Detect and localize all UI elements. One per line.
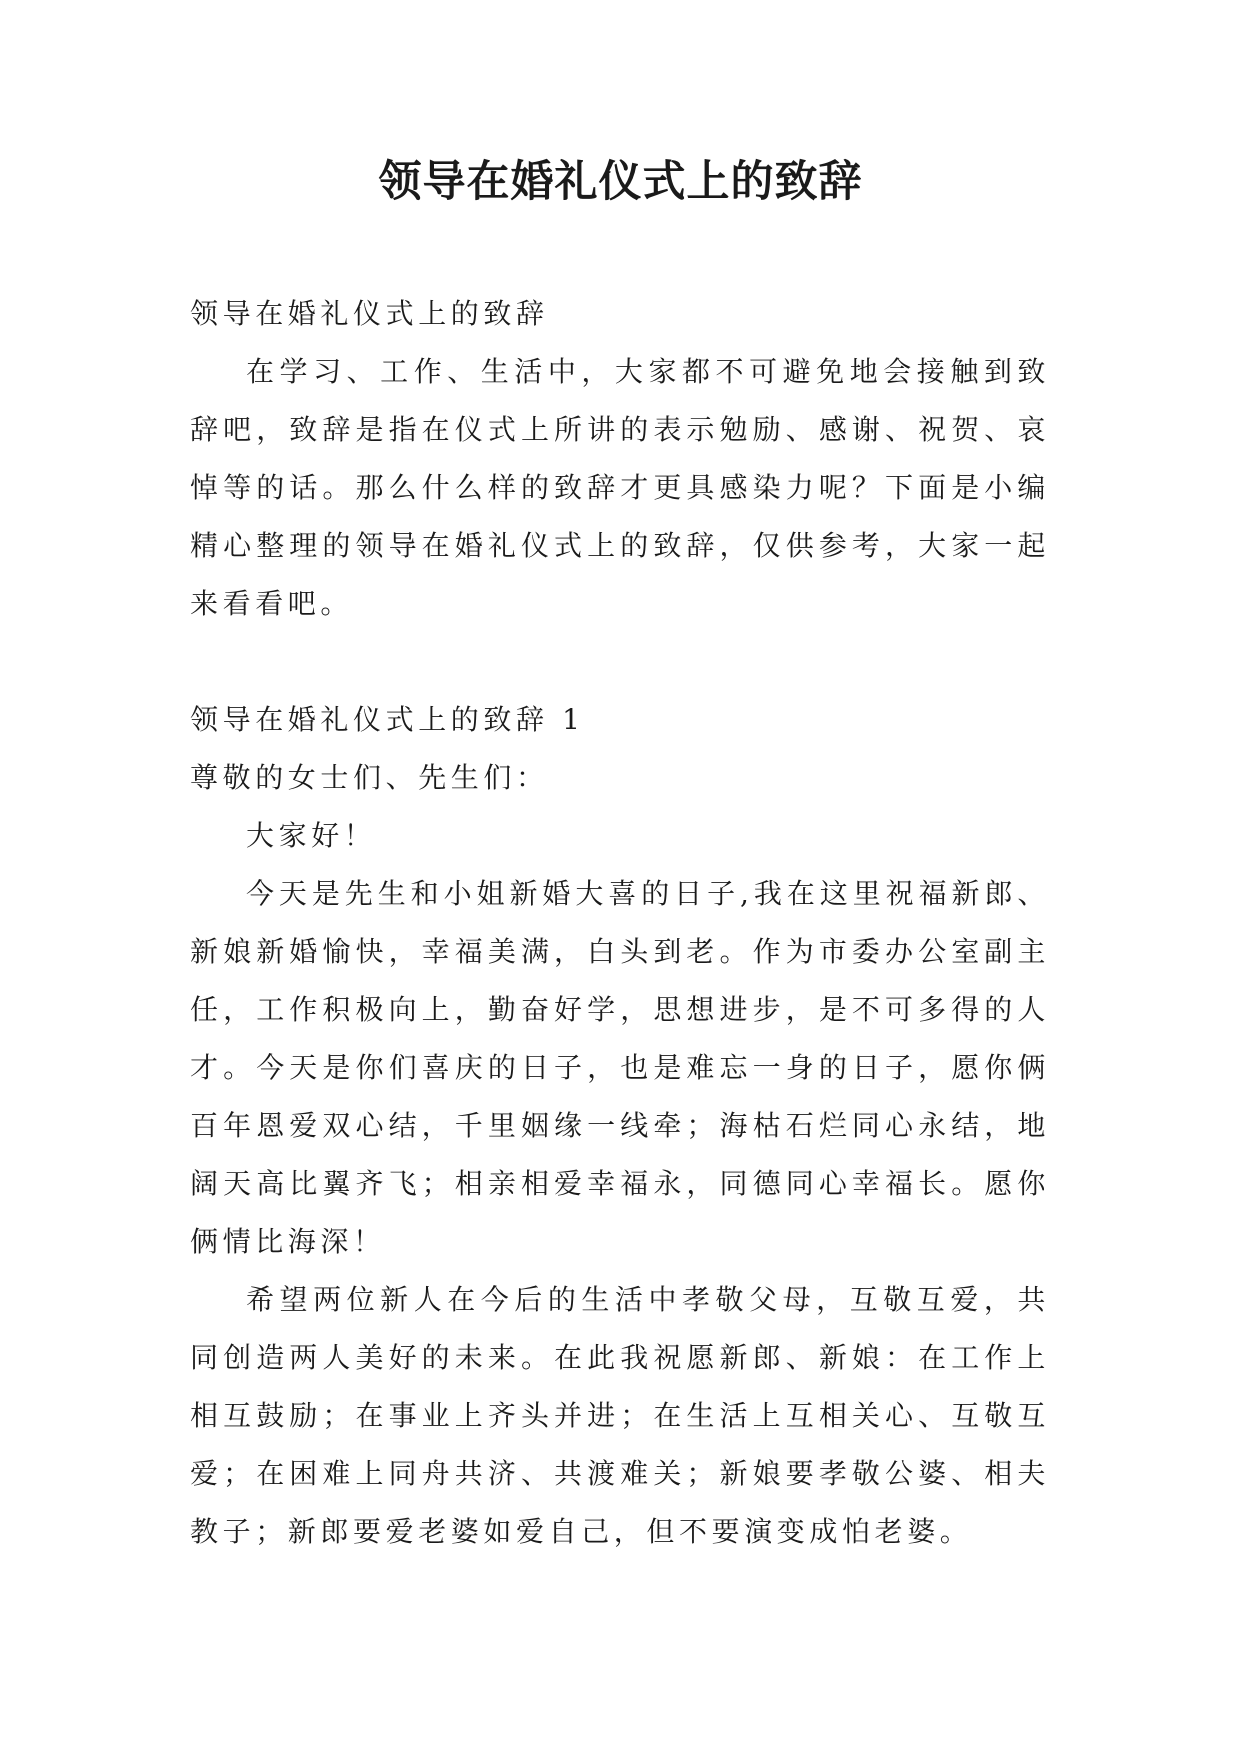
intro-heading: 领导在婚礼仪式上的致辞 [190, 297, 549, 330]
salutation: 尊敬的女士们、先生们： [190, 761, 549, 794]
document-title: 领导在婚礼仪式上的致辞 [378, 157, 863, 207]
speech-paragraph-1: 今天是先生和小姐新婚大喜的日子,我在这里祝福新郎、新娘新婚愉快，幸福美满，白头到老。作为市委办公室副主任，工作积极向上，勤奋好学，思想进步，是不可多得的人才。今天是你们喜庆的日子，也是难忘一身的日子，愿你俩百年恩爱双心结，千里姻缘一线牵；海枯石烂同心永结，地阔天高比翼齐飞；相亲相爱幸福永，同德同心幸福长。愿你俩情比海深！ [190, 877, 1050, 1258]
intro-paragraph: 在学习、工作、生活中，大家都不可避免地会接触到致辞吧，致辞是指在仪式上所讲的表示勉励、感谢、祝贺、哀悼等的话。那么什么样的致辞才更具感染力呢？下面是小编精心整理的领导在婚礼仪式上的致辞，仅供参考，大家一起来看看吧。 [190, 355, 1050, 620]
section-heading-1: 领导在婚礼仪式上的致辞 1 [190, 703, 585, 736]
greeting: 大家好！ [246, 819, 377, 852]
document-body [190, 285, 1050, 1561]
speech-paragraph-2: 希望两位新人在今后的生活中孝敬父母，互敬互爱，共同创造两人美好的未来。在此我祝愿新郎、新娘：在工作上相互鼓励；在事业上齐头并进；在生活上互相关心、互敬互爱；在困难上同舟共济、共渡难关；新娘要孝敬公婆、相夫教子；新郎要爱老婆如爱自己，但不要演变成怕老婆。 [190, 1283, 1050, 1548]
